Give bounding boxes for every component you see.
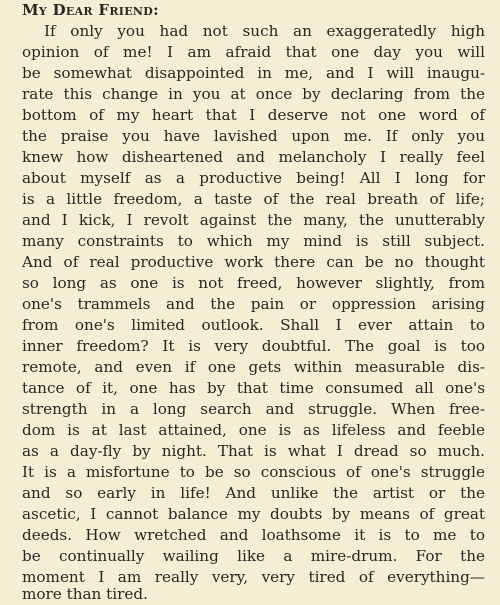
text-line: as a day-fly by night. That is what I dread so much. bbox=[22, 442, 485, 460]
text-line: remote, and even if one gets within measurable dis- bbox=[22, 358, 485, 376]
text-line: and so early in life! And unlike the artist or the bbox=[22, 484, 485, 502]
text-line: one's trammels and the pain or oppression arising bbox=[22, 295, 485, 313]
text-line: rate this change in you at once by declaring from the bbox=[22, 85, 485, 103]
text-line: bottom of my heart that I deserve not one word of bbox=[22, 106, 485, 124]
text-line: from one's limited outlook. Shall I ever attain to bbox=[22, 316, 485, 334]
text-line: tance of it, one has by that time consumed all one's bbox=[22, 379, 485, 397]
text-line: so long as one is not freed, however slightly, from bbox=[22, 274, 485, 292]
text-line: ascetic, I cannot balance my doubts by means of great bbox=[22, 505, 485, 523]
text-line: more than tired. bbox=[22, 585, 148, 603]
text-line: opinion of me! I am afraid that one day you will bbox=[22, 43, 485, 61]
text-line: and I kick, I revolt against the many, the unutterably bbox=[22, 211, 485, 229]
text-line: knew how disheartened and melancholy I really feel bbox=[22, 148, 485, 166]
text-line: many constraints to which my mind is still subject. bbox=[22, 232, 485, 250]
text-line: be somewhat disappointed in me, and I will inaugu- bbox=[22, 64, 485, 82]
text-line: is a little freedom, a taste of the real breath of life; bbox=[22, 190, 485, 208]
text-line: about myself as a productive being! All I long for bbox=[22, 169, 485, 187]
letter-salutation: My Dear Friend: bbox=[22, 1, 159, 19]
text-line: And of real productive work there can be no thought bbox=[22, 253, 485, 271]
text-line: dom is at last attained, one is as lifeless and feeble bbox=[22, 421, 485, 439]
text-line: If only you had not such an exaggeratedly high bbox=[44, 22, 485, 40]
text-line: It is a misfortune to be so conscious of one's struggle bbox=[22, 463, 485, 481]
text-line: be continually wailing like a mire-drum. For the bbox=[22, 547, 485, 565]
text-line: moment I am really very, very tired of everything— bbox=[22, 568, 485, 586]
text-line: the praise you have lavished upon me. If only you bbox=[22, 127, 485, 145]
text-line: strength in a long search and struggle. When free- bbox=[22, 400, 485, 418]
text-line: deeds. How wretched and loathsome it is to me to bbox=[22, 526, 485, 544]
text-line: inner freedom? It is very doubtful. The goal is too bbox=[22, 337, 485, 355]
